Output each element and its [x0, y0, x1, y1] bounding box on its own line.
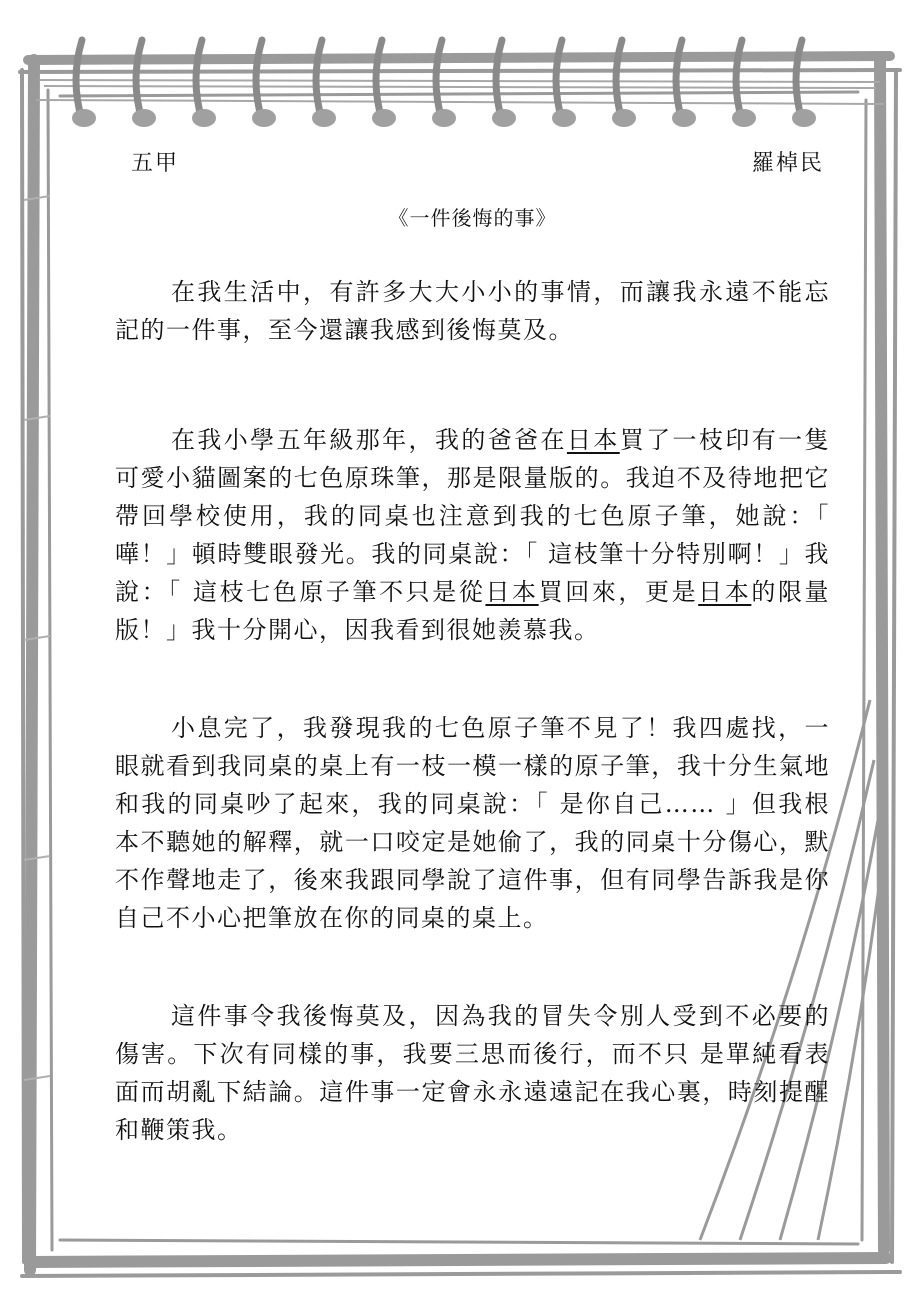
essay-content [115, 140, 830, 1149]
header-row [115, 140, 830, 180]
underlined-place-name: 日本 [698, 578, 752, 606]
paragraph-3: 小息完了，我發現我的七色原子筆不見了！我四處找，一眼就看到我同桌的桌上有一枝一模一樣的原子筆，我十分生氣地和我的同桌吵了起來，我的同桌說：「 是你自己…… 」但我根本不聽她的解釋，就一口咬定是她偷了，我的同桌十分傷心，默不作聲地走了，後來我跟同學說了這件事，但有同學告訴我是你自己不小心把筆放在你的同桌的桌上。 [115, 714, 830, 932]
underlined-place-name: 日本 [485, 578, 539, 606]
paragraph-2-text-e: 買回來，更是 [538, 578, 699, 606]
paragraph-2-text-g: 的限量版！」我十分開心，因我看到很她羨慕我。 [115, 578, 831, 644]
underlined-place-name: 日本 [566, 426, 620, 454]
essay-title: 《一件後悔的事》 [388, 206, 557, 230]
paragraph-4: 這件事令我後悔莫及，因為我的冒失令別人受到不必要的傷害。下次有同樣的事，我要三思而後行，而不只 是單純看表面而胡亂下結論。這件事一定會永永遠遠記在我心裏，時刻提醒和鞭策我。 [115, 1002, 830, 1144]
paragraph-2-text-a: 在我小學五年級那年，我的爸爸在 [171, 426, 567, 454]
paragraph-2-text-c: 買了一枝印有一隻可愛小貓圖案的七色原珠筆，那是限量版的。我迫不及待地把它帶回學校使用，我的同桌也注意到我的七色原子筆，她說：「 嘩！」頓時雙眼發光。我的同桌說：「 這枝筆十分特別啊！」我說：「 這枝七色原子筆不只是從 [115, 426, 831, 606]
paragraph-2 [115, 421, 830, 649]
author-name: 羅棹民 [751, 151, 824, 176]
paragraph-1: 在我生活中，有許多大大小小的事情，而讓我永遠不能忘記的一件事，至今還讓我感到後悔莫及。 [115, 278, 830, 344]
class-name: 五甲 [131, 151, 180, 176]
